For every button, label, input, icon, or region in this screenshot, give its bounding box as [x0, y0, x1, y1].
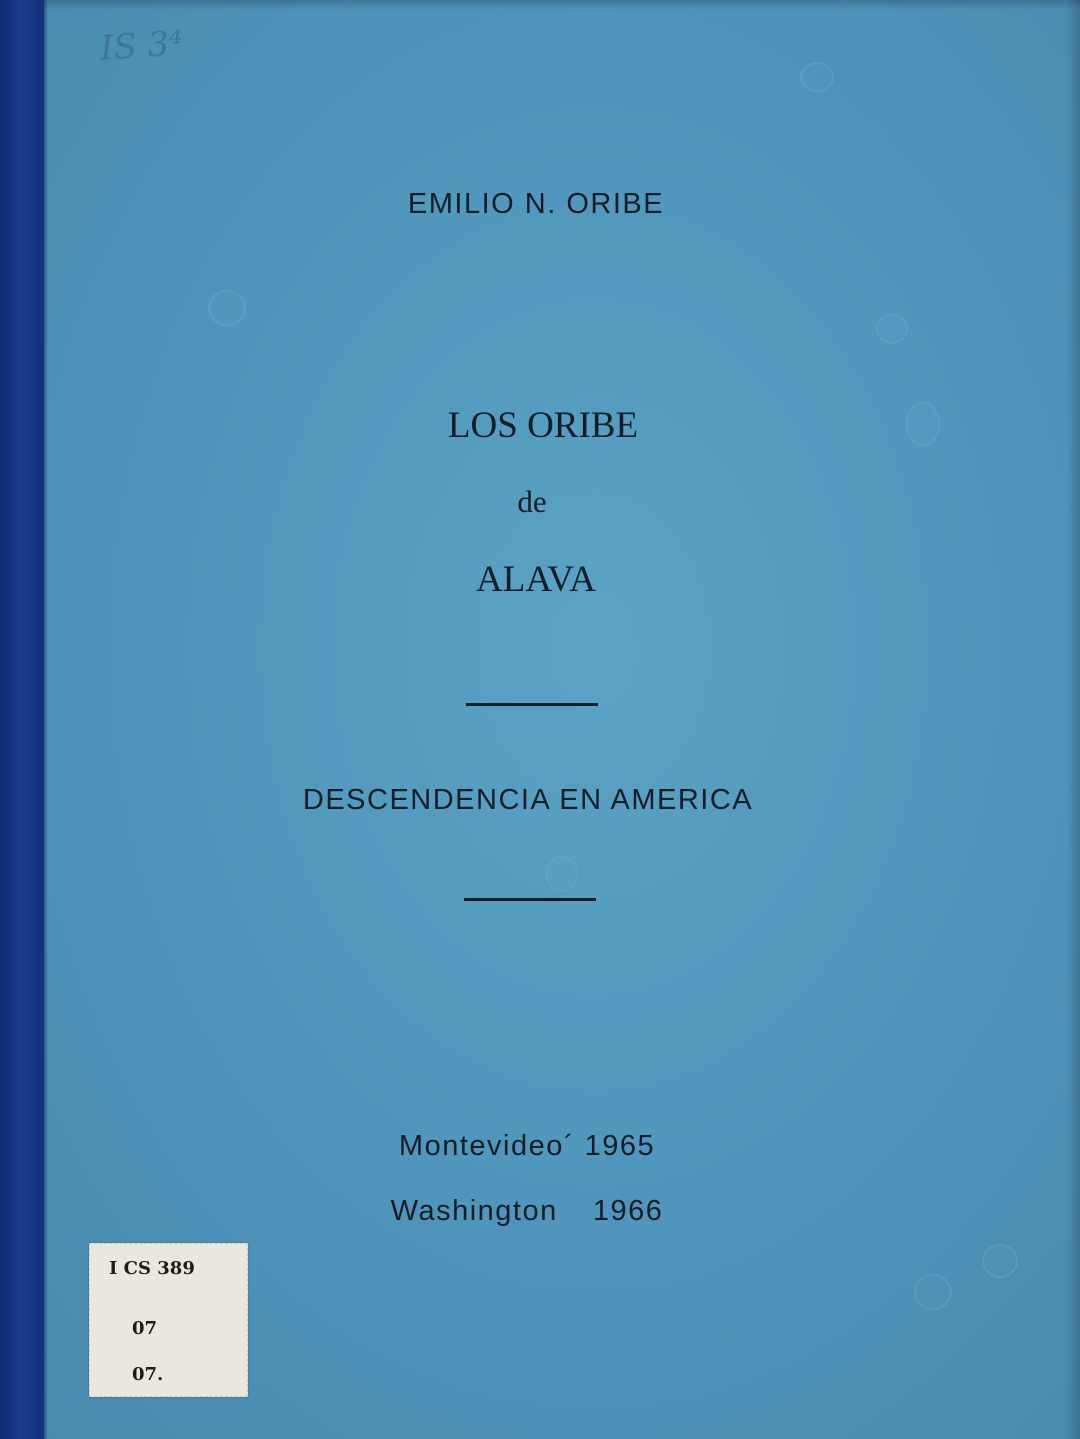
stain-mark [982, 1244, 1018, 1278]
imprint-line-2: Washington 1966 [390, 1195, 664, 1227]
imprint-line-1: Montevideo´ 1965 [398, 1130, 656, 1162]
top-edge-shadow [44, 0, 1080, 10]
stain-mark [906, 402, 940, 446]
divider-rule-bottom [464, 898, 596, 901]
author-name: EMILIO N. ORIBE [407, 188, 665, 220]
title-line-3: ALAVA [476, 559, 596, 600]
stain-mark [208, 290, 246, 326]
stain-mark [546, 856, 578, 892]
pencil-annotation: IS 3⁴ [98, 23, 185, 69]
spine-edge-shadow [44, 0, 48, 1439]
call-number-line-2: 07 [132, 1318, 158, 1339]
title-line-2: de [517, 484, 547, 519]
right-edge-shadow [1066, 0, 1080, 1439]
stain-mark [800, 62, 834, 92]
stain-mark [914, 1274, 952, 1310]
title-line-1: LOS ORIBE [447, 405, 639, 446]
divider-rule-top [466, 703, 598, 706]
call-number-line-3: 07. [132, 1364, 164, 1385]
stain-mark [876, 314, 908, 344]
subtitle: DESCENDENCIA EN AMERICA [302, 784, 754, 816]
cloth-spine [0, 0, 44, 1439]
call-number-line-1: I CS 389 [109, 1258, 195, 1279]
library-call-number-label [89, 1243, 248, 1397]
